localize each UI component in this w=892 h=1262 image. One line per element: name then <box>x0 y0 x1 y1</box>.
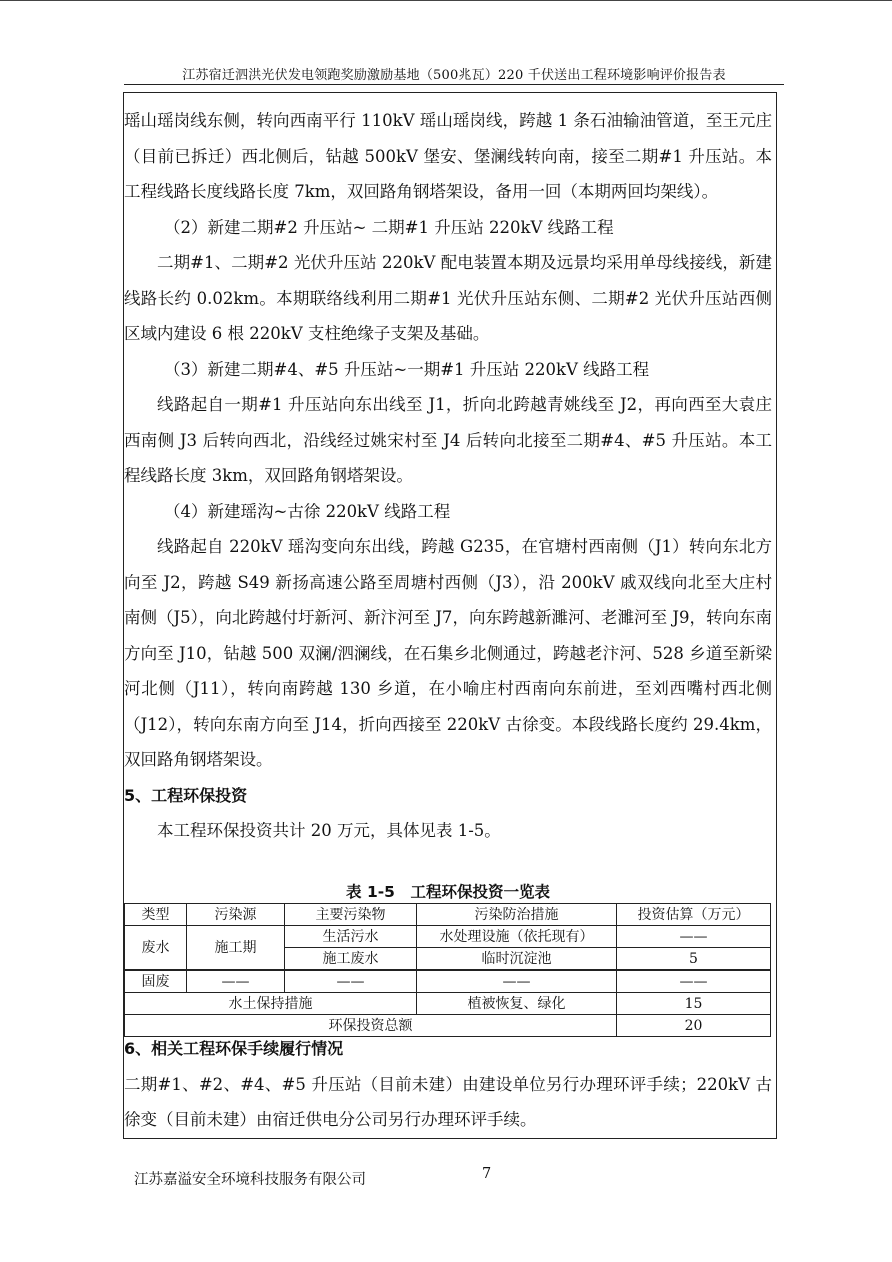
measure-cell: 水处理设施（依托现有） <box>417 926 617 948</box>
paragraph-investment: 本工程环保投资共计 20 万元，具体见表 1-5。 <box>157 821 501 840</box>
measure-cell: 临时沉淀池 <box>417 948 617 971</box>
table-row <box>125 926 771 948</box>
table-row <box>125 993 771 1015</box>
cost-cell: 15 <box>617 993 771 1015</box>
cost-cell: —— <box>617 970 771 993</box>
header-cell: 类型 <box>125 904 187 926</box>
body-content <box>124 103 772 849</box>
soil-conservation-label: 水土保持措施 <box>125 993 417 1015</box>
paragraph-procedures: 二期#1、#2、#4、#5 升压站（目前未建）由建设单位另行办理环评手续；220kV 古徐变（目前未建）由宿迁供电分公司另行办理环评手续。 <box>124 1074 772 1129</box>
table-caption: 表 1-5 工程环保投资一览表 <box>346 883 550 901</box>
subheading-line-3: （3）新建二期#4、#5 升压站~一期#1 升压站 220kV 线路工程 <box>164 359 650 379</box>
cost-cell: —— <box>617 926 771 948</box>
report-header-title: 江苏宿迁泗洪光伏发电领跑奖励激励基地（500兆瓦）220 千伏送出工程环境影响评价报告表 <box>182 68 726 83</box>
header-cell: 污染防治措施 <box>417 904 617 926</box>
pollutant-cell: —— <box>285 970 417 993</box>
paragraph-line-route-4: 线路起自 220kV 瑶沟变向东出线，跨越 G235，在官塘村西南侧（J1）转向东北方向至 J2，跨越 S49 新扬高速公路至周塘村西侧（J3），沿 200kV 戚双线向北至大庄村南侧（J5），向北跨越付圩新河、新汴河至 J7，向东跨越新濉河、老濉河至 J9，转向东南方向至 J10，钻越 500 双澜/泗澜线，在石集乡北侧通过，跨越老汴河、528 乡道至新梁河北侧（J11），转向南跨越 130 乡道，在小喻庄村西南向东前进，至刘西嘴村西北侧（J12），转向东南方向至 J14，折向西接至 220kV 古徐变。本段线路长度约 29.4km，双回路角钢塔架设。 <box>124 537 772 769</box>
source-cell: —— <box>187 970 285 993</box>
subheading-line-4: （4）新建瑶沟~古徐 220kV 线路工程 <box>164 501 451 521</box>
total-label: 环保投资总额 <box>125 1015 617 1037</box>
header-cell: 投资估算（万元） <box>617 904 771 926</box>
pollutant-cell: 生活污水 <box>285 926 417 948</box>
investment-table <box>124 903 771 1037</box>
top-border-line <box>0 0 892 1</box>
table-row <box>125 970 771 993</box>
total-cost-cell: 20 <box>617 1015 771 1037</box>
source-cell-construction: 施工期 <box>187 926 285 971</box>
section-title-investment: 5、工程环保投资 <box>124 785 248 805</box>
measure-cell: —— <box>417 970 617 993</box>
header-cell: 主要污染物 <box>285 904 417 926</box>
paragraph-line-route-2: 二期#1、二期#2 光伏升压站 220kV 配电装置本期及远景均采用单母线接线，新建线路长约 0.02km。本期联络线利用二期#1 光伏升压站东侧、二期#2 光伏升压站西侧区域内建设 6 根 220kV 支柱绝缘子支架及基础。 <box>124 253 772 343</box>
footer-company-name: 江苏嘉溢安全环境科技服务有限公司 <box>134 1172 366 1188</box>
section-title-procedures: 6、相关工程环保手续履行情况 <box>124 1039 344 1058</box>
cost-cell: 5 <box>617 948 771 971</box>
subheading-line-2: （2）新建二期#2 升压站~ 二期#1 升压站 220kV 线路工程 <box>164 217 614 237</box>
measure-cell: 植被恢复、绿化 <box>417 993 617 1015</box>
page-number: 7 <box>482 1166 492 1182</box>
table-header-row <box>125 904 771 926</box>
type-cell-waste-water: 废水 <box>125 926 187 971</box>
type-cell-solid: 固废 <box>125 970 187 993</box>
pollutant-cell: 施工废水 <box>285 948 417 971</box>
lower-content <box>124 1031 772 1138</box>
header-underline <box>124 84 784 85</box>
paragraph-line-route-3: 线路起自一期#1 升压站向东出线至 J1，折向北跨越青姚线至 J2，再向西至大袁庄西南侧 J3 后转向西北，沿线经过姚宋村至 J4 后转向北接至二期#4、#5 升压站。本工程线路长度 3km，双回路角钢塔架设。 <box>124 395 772 485</box>
header-cell: 污染源 <box>187 904 285 926</box>
paragraph-line-route-1: 瑶山瑶岗线东侧，转向西南平行 110kV 瑶山瑶岗线，跨越 1 条石油输油管道，至王元庄（目前已拆迁）西北侧后，钻越 500kV 堡安、堡澜线转向南，接至二期#1 升压站。本工程线路长度线路长度 7km，双回路角钢塔架设，备用一回（本期两回均架线）。 <box>124 111 772 201</box>
